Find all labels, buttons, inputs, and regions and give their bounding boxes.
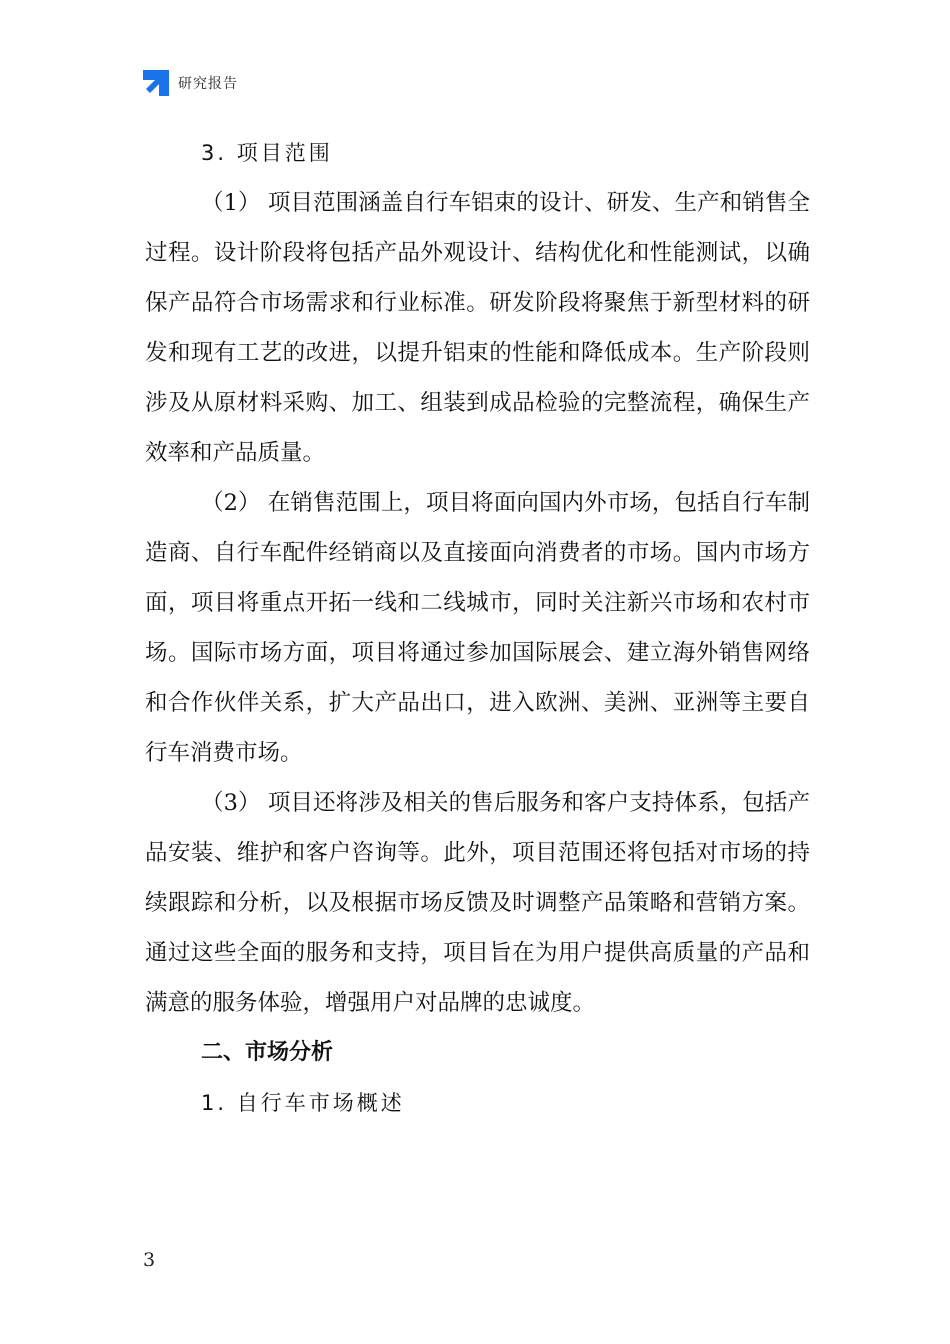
section-title: 二、市场分析	[201, 1040, 334, 1065]
paragraph-2: （2） 在销售范围上，项目将面向国内外市场，包括自行车制造商、自行车配件经销商以及直接面向消费者的市场。国内市场方面，项目将重点开拓一线和二线城市，同时关注新兴市场和农村市场。国际市场方面，项目将通过参加国际展会、建立海外销售网络和合作伙伴关系，扩大产品出口，进入欧洲、美洲、亚洲等主要自行车消费市场。	[145, 490, 810, 766]
document-body	[145, 128, 810, 1128]
page-number: 3	[143, 1249, 156, 1271]
report-header	[143, 70, 238, 96]
header-title: 研究报告	[178, 76, 238, 92]
next-subsection-title: 1. 自行车市场概述	[201, 1091, 405, 1115]
paragraph-1: （1） 项目范围涵盖自行车铝束的设计、研发、生产和销售全过程。设计阶段将包括产品外观设计、结构优化和性能测试，以确保产品符合市场需求和行业标准。研发阶段将聚焦于新型材料的研发和现有工艺的改进，以提升铝束的性能和降低成本。生产阶段则涉及从原材料采购、加工、组装到成品检验的完整流程，确保生产效率和产品质量。	[145, 190, 810, 466]
diagonal-arrow-logo-icon	[143, 70, 169, 96]
subsection-title: 3. 项目范围	[201, 141, 333, 165]
paragraph-3: （3） 项目还将涉及相关的售后服务和客户支持体系，包括产品安装、维护和客户咨询等。此外，项目范围还将包括对市场的持续跟踪和分析，以及根据市场反馈及时调整产品策略和营销方案。通过这些全面的服务和支持，项目旨在为用户提供高质量的产品和满意的服务体验，增强用户对品牌的忠诚度。	[145, 790, 810, 1016]
